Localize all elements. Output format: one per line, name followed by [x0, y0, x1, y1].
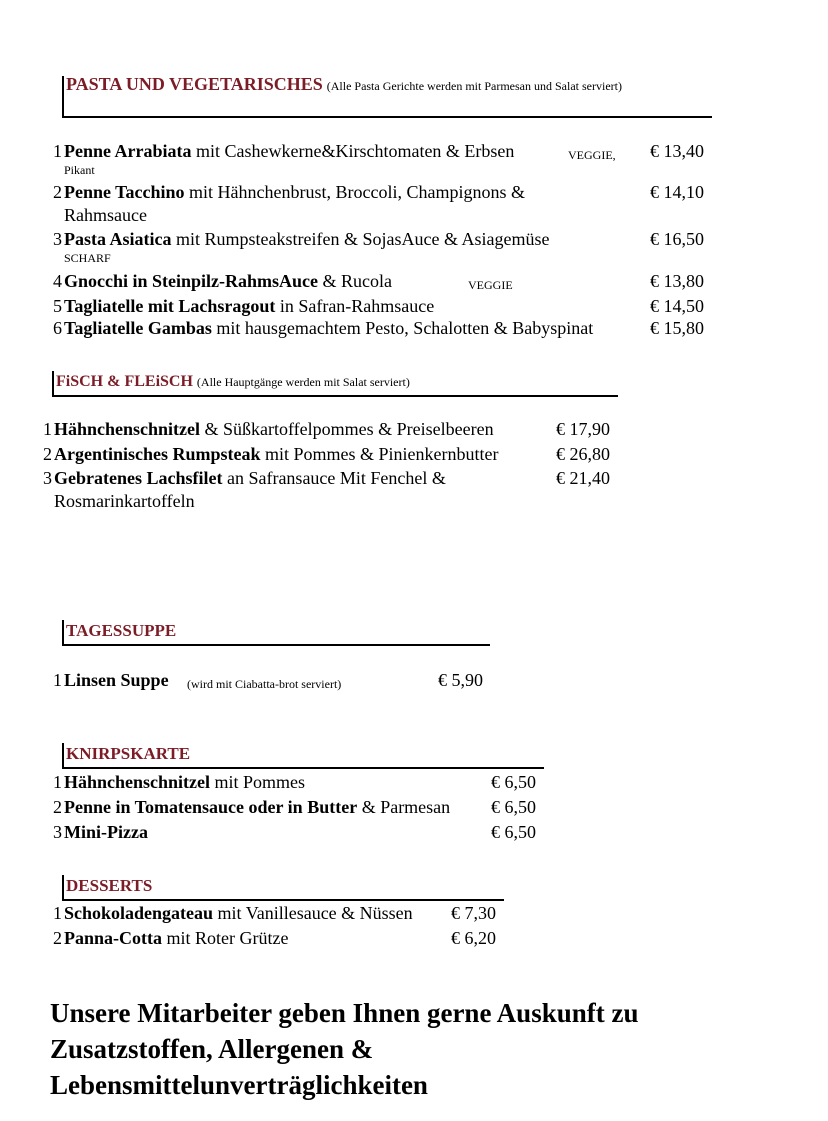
item-number: 2	[53, 182, 62, 202]
item-name: Penne Tacchino	[64, 182, 185, 202]
item-number: 1	[53, 670, 62, 690]
item-tag: SCHARF	[64, 251, 111, 265]
item-desc: mit Roter Grütze	[162, 928, 289, 948]
section-title: PASTA UND VEGETARISCHES	[66, 74, 323, 94]
item-desc: in Safran-Rahmsauce	[275, 296, 435, 316]
item-number: 3	[43, 468, 52, 488]
item-name: Argentinisches Rumpsteak	[54, 444, 261, 464]
item-price: € 6,50	[491, 772, 536, 792]
section-title: DESSERTS	[66, 876, 153, 895]
item-name: Mini-Pizza	[64, 822, 148, 842]
item-tag: Pikant	[64, 163, 95, 177]
item-number: 1	[43, 419, 52, 439]
item-price: € 13,80	[650, 271, 704, 291]
item-desc: & Süßkartoffelpommes & Preiselbeeren	[200, 419, 494, 439]
section-header-kinder	[62, 743, 544, 769]
item-price: € 14,50	[650, 296, 704, 316]
section-title: FiSCH & FLEiSCH	[56, 373, 193, 390]
item-price: € 16,50	[650, 229, 704, 249]
item-number: 2	[53, 928, 62, 948]
section-note: (Alle Hauptgänge werden mit Salat serviert)	[196, 375, 410, 389]
item-desc: mit Pommes	[210, 772, 306, 792]
item-desc: mit Rumpsteakstreifen & SojasAuce & Asiagemüse	[171, 229, 550, 249]
item-price: € 6,20	[451, 928, 496, 948]
item-note: (wird mit Ciabatta-brot serviert)	[187, 677, 342, 691]
item-desc: Rosmarinkartoffeln	[54, 491, 195, 511]
item-number: 1	[53, 903, 62, 923]
item-price: € 17,90	[556, 419, 610, 439]
item-desc: & Parmesan	[357, 797, 451, 817]
item-name: Penne in Tomatensauce oder in Butter	[64, 797, 358, 817]
item-name: Panna-Cotta	[64, 928, 162, 948]
section-note: (Alle Pasta Gerichte werden mit Parmesan und Salat serviert)	[326, 79, 622, 93]
item-number: 1	[53, 772, 62, 792]
section-header-desserts	[62, 875, 504, 901]
item-price: € 26,80	[556, 444, 610, 464]
item-price: € 6,50	[491, 797, 536, 817]
item-name: Pasta Asiatica	[64, 229, 172, 249]
item-name: Penne Arrabiata	[64, 141, 192, 161]
item-name: Gnocchi in Steinpilz-RahmsAuce	[64, 271, 319, 291]
item-name: Tagliatelle Gambas	[64, 318, 212, 338]
notice-line: Lebensmittelunverträglichkeiten	[50, 1070, 428, 1100]
item-price: € 13,40	[650, 141, 704, 161]
item-number: 4	[53, 271, 62, 291]
item-name: Gebratenes Lachsfilet	[54, 468, 223, 488]
item-desc: mit Cashewkerne&Kirschtomaten & Erbsen	[191, 141, 515, 161]
item-price: € 6,50	[491, 822, 536, 842]
item-number: 1	[53, 141, 62, 161]
notice-line: Unsere Mitarbeiter geben Ihnen gerne Auskunft zu	[50, 998, 639, 1028]
item-name: Hähnchenschnitzel	[54, 419, 201, 439]
notice-line: Zusatzstoffen, Allergenen &	[50, 1034, 374, 1064]
item-number: 3	[53, 822, 62, 842]
item-number: 5	[53, 296, 62, 316]
item-number: 3	[53, 229, 62, 249]
item-name: Linsen Suppe	[64, 670, 169, 690]
item-price: € 15,80	[650, 318, 704, 338]
item-desc: Rahmsauce	[64, 205, 147, 225]
item-name: Tagliatelle mit Lachsragout	[64, 296, 276, 316]
item-price: € 5,90	[438, 670, 483, 690]
item-price: € 7,30	[451, 903, 496, 923]
allergen-notice	[50, 995, 770, 1103]
item-desc: mit hausgemachtem Pesto, Schalotten & Babyspinat	[211, 318, 594, 338]
section-header-suppe	[62, 620, 490, 646]
item-name: Hähnchenschnitzel	[64, 772, 211, 792]
item-desc: mit Vanillesauce & Nüssen	[213, 903, 413, 923]
item-tag: VEGGIE	[468, 278, 513, 292]
section-header-pasta	[62, 76, 712, 118]
item-desc: an Safransauce Mit Fenchel &	[222, 468, 446, 488]
item-number: 2	[43, 444, 52, 464]
section-title: TAGESSUPPE	[66, 621, 177, 640]
item-tag: VEGGIE,	[568, 148, 616, 162]
item-price: € 14,10	[650, 182, 704, 202]
item-number: 2	[53, 797, 62, 817]
item-desc: mit Hähnchenbrust, Broccoli, Champignons &	[184, 182, 525, 202]
section-title: KNIRPSKARTE	[66, 744, 191, 763]
item-number: 6	[53, 318, 62, 338]
item-desc: mit Pommes & Pinienkernbutter	[260, 444, 499, 464]
section-header-fisch	[52, 371, 618, 397]
item-name: Schokoladengateau	[64, 903, 214, 923]
item-price: € 21,40	[556, 468, 610, 488]
item-desc: & Rucola	[318, 271, 393, 291]
